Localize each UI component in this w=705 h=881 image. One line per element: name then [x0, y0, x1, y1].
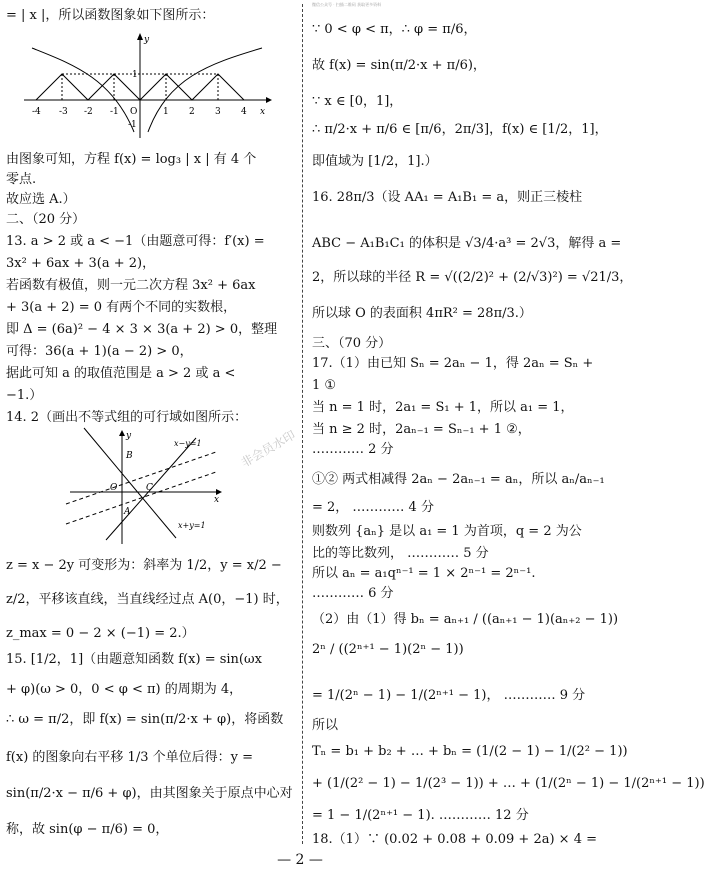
header-tiny-text: 微信公众号 · 扫描二维码 获取更多资料: [312, 2, 382, 7]
svg-text:y: y: [144, 35, 150, 45]
text-line: 称，故 sin(φ − π/6) = 0，: [6, 822, 169, 837]
text-line: sin(π/2·x − π/6 + φ)，由其图象关于原点中心对: [6, 786, 293, 801]
svg-text:2: 2: [189, 107, 195, 117]
text-line: 2ⁿ / ((2ⁿ⁺¹ − 1)(2ⁿ − 1)): [312, 642, 464, 657]
text-line: 2，所以球的半径 R = √((2/2)² + (2/√3)²) = √21/3，: [312, 270, 633, 285]
score-line: ………… 2 分: [312, 442, 394, 457]
x-tick-label: -4: [32, 107, 41, 117]
text-line: 故 f(x) = sin(π/2·x + π/6)，: [312, 58, 486, 73]
score-line: = 1/(2ⁿ − 1) − 1/(2ⁿ⁺¹ − 1)， ………… 9 分: [312, 688, 586, 703]
score-line: = 1 − 1/(2ⁿ⁺¹ − 1). ………… 12 分: [312, 808, 529, 823]
text-line: ∵ x ∈ [0，1]，: [312, 94, 403, 109]
text-line: z_max = 0 − 2 × (−1) = 2.）: [6, 626, 195, 641]
text-line: 则数列 {aₙ} 是以 a₁ = 1 为首项，q = 2 为公: [312, 524, 582, 539]
text-line: 据此可知 a 的取值范围是 a > 2 或 a <: [6, 366, 236, 381]
svg-text:-2: -2: [84, 107, 93, 117]
svg-text:-3: -3: [59, 107, 68, 117]
text-line: 即 Δ = (6a)² − 4 × 3 × 3(a + 2) > 0，整理: [6, 322, 278, 337]
text-line: 15. [1/2，1]（由题意知函数 f(x) = sin(ωx: [6, 652, 262, 667]
text-line: + (1/(2² − 1) − 1/(2³ − 1)) + … + (1/(2ⁿ − 1) − 1/(2ⁿ⁺¹ − 1)): [312, 776, 705, 791]
text-line: 13. a > 2 或 a < −1（由题意可得：f′(x) =: [6, 234, 265, 249]
text-line: ∴ ω = π/2，即 f(x) = sin(π/2·x + φ)，将函数: [6, 712, 284, 727]
text-line: 16. 28π/3（设 AA₁ = A₁B₁ = a，则正三棱柱: [312, 190, 583, 205]
text-line: 1 ①: [312, 378, 337, 393]
svg-text:-1: -1: [128, 120, 137, 130]
text-line: z = x − 2y 可变形为：斜率为 1/2，y = x/2 −: [6, 558, 282, 573]
svg-text:4: 4: [241, 107, 247, 117]
text-line: + φ)(ω > 0，0 < φ < π) 的周期为 4，: [6, 682, 243, 697]
text-line: 所以: [312, 718, 339, 733]
text-line: 可得：36(a + 1)(a − 2) > 0，: [6, 344, 193, 359]
svg-text:1: 1: [132, 70, 138, 80]
text-line: 零点.: [6, 172, 37, 187]
text-line: 所以球 O 的表面积 4πR² = 28π/3.）: [312, 306, 532, 321]
right-column: [312, 0, 705, 850]
text-line: + 3(a + 2) = 0 有两个不同的实数根，: [6, 300, 237, 315]
feasible-region-graph: [66, 428, 226, 546]
text-line: 若函数有极值，则一元二次方程 3x² + 6ax: [6, 278, 256, 293]
svg-text:1: 1: [163, 107, 169, 117]
svg-text:B: B: [126, 451, 133, 461]
svg-text:O: O: [130, 107, 138, 117]
text-line: −1.）: [6, 388, 43, 403]
left-column: [6, 0, 296, 850]
text-line: 所以 aₙ = a₁qⁿ⁻¹ = 1 × 2ⁿ⁻¹ = 2ⁿ⁻¹.: [312, 566, 536, 581]
svg-text:C: C: [146, 483, 153, 493]
text-line: Tₙ = b₁ + b₂ + … + bₙ = (1/(2 − 1) − 1/(2² − 1)): [312, 744, 628, 759]
svg-text:A: A: [124, 507, 131, 517]
svg-text:3: 3: [215, 107, 221, 117]
text-line: ∴ π/2·x + π/6 ∈ [π/6，2π/3]，f(x) ∈ [1/2，1]，: [312, 122, 608, 137]
text-line: 即值域为 [1/2，1].）: [312, 154, 438, 169]
text-line: ①② 两式相减得 2aₙ − 2aₙ₋₁ = aₙ，所以 aₙ/aₙ₋₁: [312, 472, 605, 487]
score-line: 比的等比数列， ………… 5 分: [312, 546, 489, 561]
section-heading: 二、（20 分）: [6, 212, 86, 227]
svg-text:x: x: [260, 107, 266, 117]
text-line: ABC − A₁B₁C₁ 的体积是 √3/4·a³ = 2√3，解得 a =: [312, 236, 622, 251]
text-line: f(x) 的图象向右平移 1/3 个单位后得：y =: [6, 750, 253, 765]
text-line: z/2，平移该直线，当直线经过点 A(0，−1) 时，: [6, 592, 289, 607]
score-line: ………… 6 分: [312, 586, 394, 601]
text-line: 当 n = 1 时，2a₁ = S₁ + 1，所以 a₁ = 1，: [312, 400, 574, 415]
page-number: — 2 —: [277, 852, 323, 868]
text-line: 14. 2（画出不等式组的可行域如图所示：: [6, 410, 248, 425]
score-line: = 2， ………… 4 分: [312, 500, 434, 515]
text-line: 由图象可知，方程 f(x) = log₃ | x | 有 4 个: [6, 152, 257, 167]
svg-text:x−y=1: x−y=1: [174, 439, 202, 448]
svg-text:x+y=1: x+y=1: [178, 521, 206, 530]
section-heading: 三、（70 分）: [312, 336, 392, 351]
svg-text:x: x: [214, 495, 220, 505]
text-line: 当 n ≥ 2 时，2aₙ₋₁ = Sₙ₋₁ + 1 ②，: [312, 422, 531, 437]
svg-text:O: O: [110, 483, 118, 493]
log-abs-graph: [22, 30, 272, 142]
watermark: 非会员水印: [238, 427, 298, 470]
text-line: 3x² + 6ax + 3(a + 2)，: [6, 256, 156, 271]
text-line: 17.（1）由已知 Sₙ = 2aₙ − 1，得 2aₙ = Sₙ +: [312, 356, 594, 371]
text-line: 18.（1）∵ (0.02 + 0.08 + 0.09 + 2a) × 4 =: [312, 832, 598, 847]
svg-text:y: y: [126, 431, 132, 441]
column-divider: [302, 4, 303, 844]
text-line: ∵ 0 < φ < π，∴ φ = π/6，: [312, 22, 477, 37]
svg-text:-1: -1: [110, 107, 119, 117]
text-line: （2）由（1）得 bₙ = aₙ₊₁ / ((aₙ₊₁ − 1)(aₙ₊₂ − 1)): [312, 612, 619, 627]
text-line: = | x |，所以函数图象如下图所示：: [6, 8, 215, 23]
text-line: 故应选 A.）: [6, 192, 76, 207]
